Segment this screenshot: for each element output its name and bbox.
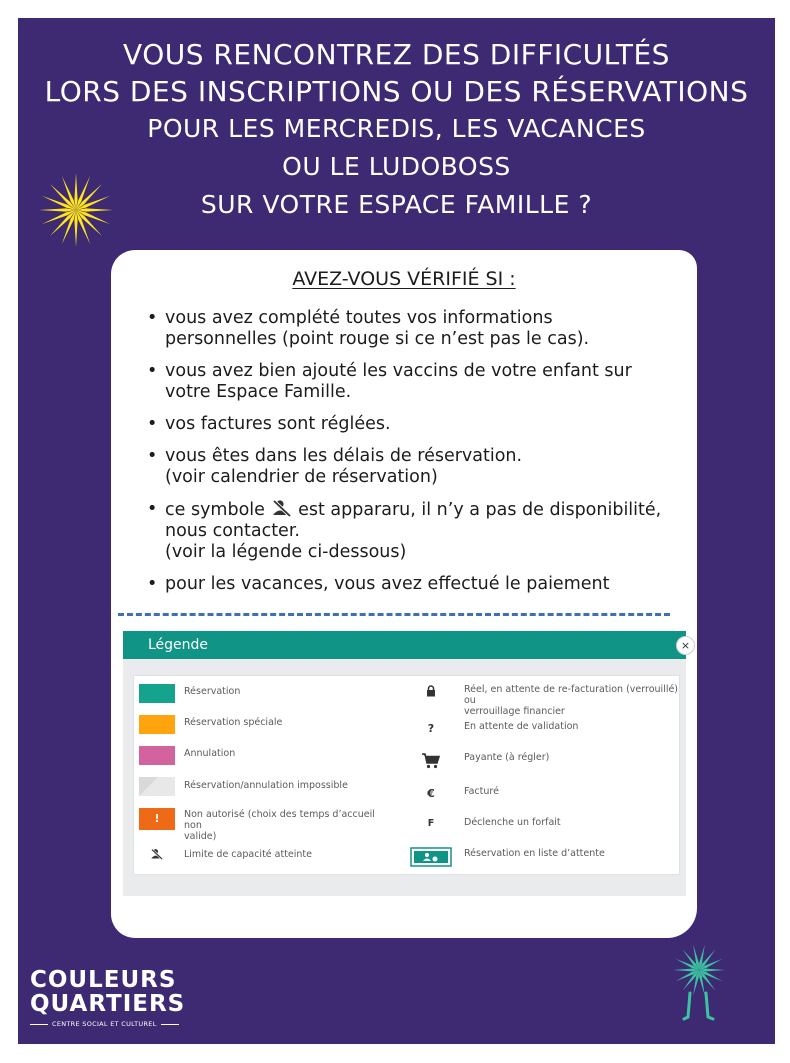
ray [39, 208, 76, 211]
legend-label: Réservation spéciale [184, 717, 283, 728]
checklist [147, 308, 685, 606]
headline-line-4: OU LE LUDOBOSS [282, 152, 511, 181]
lock-icon [426, 685, 436, 697]
list-item [147, 446, 685, 488]
headline-line-1: VOUS RENCONTREZ DES DIFFICULTÉS [123, 38, 670, 71]
special-reservation-swatch [139, 715, 175, 734]
bullet: • [147, 414, 158, 434]
logo-line-1: COULEURS [30, 967, 177, 993]
legend-label: Limite de capacité atteinte [184, 849, 313, 860]
headline-line-2: LORS DES INSCRIPTIONS OU DES RÉSERVATIONS [44, 75, 749, 108]
headline-line-5: SUR VOTRE ESPACE FAMILLE ? [200, 190, 593, 219]
bullet: • [147, 574, 158, 594]
item-text: vous avez complété toutes vos informations [165, 308, 553, 328]
ray [74, 173, 77, 210]
tagline-rule [30, 1024, 48, 1025]
cancellation-swatch [139, 746, 175, 765]
item-text: votre Espace Famille. [165, 382, 352, 402]
waiting-list-icon [410, 847, 452, 867]
legend-label: Déclenche un forfait [464, 817, 561, 828]
item-text: vos factures sont réglées. [165, 414, 391, 434]
legend-label: Payante (à régler) [464, 752, 550, 763]
bullet: • [147, 446, 158, 466]
logo-tagline-row [30, 1020, 200, 1028]
dashed-divider [118, 613, 670, 616]
list-item [147, 361, 685, 403]
legend-label-line: Réel, en attente de re-facturation (verrouillé) ou [464, 684, 679, 706]
sun-burst-icon [34, 168, 118, 252]
legend-label: Réservation [184, 686, 241, 697]
list-item [147, 499, 685, 563]
legend-label [464, 684, 679, 717]
legend-close-button[interactable]: × [676, 636, 695, 655]
legend-header [123, 631, 686, 659]
item-text: vous êtes dans les délais de réservation. [165, 446, 523, 466]
legend-label: Réservation en liste d’attente [464, 848, 605, 859]
list-item [147, 414, 685, 435]
legend-label: Facturé [464, 786, 499, 797]
item-text: (voir la légende ci-dessous) [165, 542, 407, 562]
question-icon: ? [427, 722, 435, 735]
reservation-swatch [139, 684, 175, 703]
legend-label: Annulation [184, 748, 236, 759]
item-text: (voir calendrier de réservation) [165, 467, 438, 487]
legend-label-line: Non autorisé (choix des temps d’accueil non [184, 809, 375, 831]
logo-line-2: QUARTIERS [30, 991, 186, 1017]
capacity-limit-icon [271, 499, 293, 517]
item-text: personnelles (point rouge si ce n’est pas le cas). [165, 329, 590, 349]
headline [18, 36, 775, 224]
ray [74, 210, 77, 247]
bullet: • [147, 499, 158, 519]
legend-label-line: valide) [184, 831, 217, 842]
item-text: nous contacter. [165, 521, 300, 541]
ray [76, 208, 113, 211]
legend-label [184, 809, 394, 842]
cart-icon [422, 753, 440, 769]
item-text: vous avez bien ajouté les vaccins de votre enfant sur [165, 361, 632, 381]
logo-tagline: CENTRE SOCIAL ET CULTUREL [52, 1020, 157, 1028]
forfait-icon: F [427, 818, 435, 829]
legend-panel [123, 631, 686, 896]
capacity-limit-icon [150, 848, 164, 860]
list-item [147, 308, 685, 350]
not-allowed-swatch: ! [139, 808, 175, 830]
item-text: est appararu, il n’y a pas de disponibilité, [298, 500, 662, 520]
list-item [147, 574, 685, 595]
legend-label: Réservation/annulation impossible [184, 780, 348, 791]
mascot-icon [666, 943, 732, 1025]
couleurs-quartiers-logo [30, 968, 200, 1038]
checklist-heading: AVEZ-VOUS VÉRIFIÉ SI : [292, 268, 516, 290]
ray [673, 969, 699, 972]
ray [699, 969, 725, 972]
impossible-swatch [139, 777, 175, 796]
tagline-rule [161, 1024, 179, 1025]
legend-label: En attente de validation [464, 721, 579, 732]
bullet: • [147, 308, 158, 328]
bullet: • [147, 361, 158, 381]
headline-line-3: POUR LES MERCREDIS, LES VACANCES [147, 114, 646, 143]
item-text: ce symbole [165, 500, 265, 520]
legend-title: Légende [148, 637, 209, 653]
legend-label-line: verrouillage financier [464, 706, 565, 717]
item-text: pour les vacances, vous avez effectué le paiement [165, 574, 610, 594]
euro-icon: € [427, 787, 435, 800]
legend-body [133, 675, 680, 875]
